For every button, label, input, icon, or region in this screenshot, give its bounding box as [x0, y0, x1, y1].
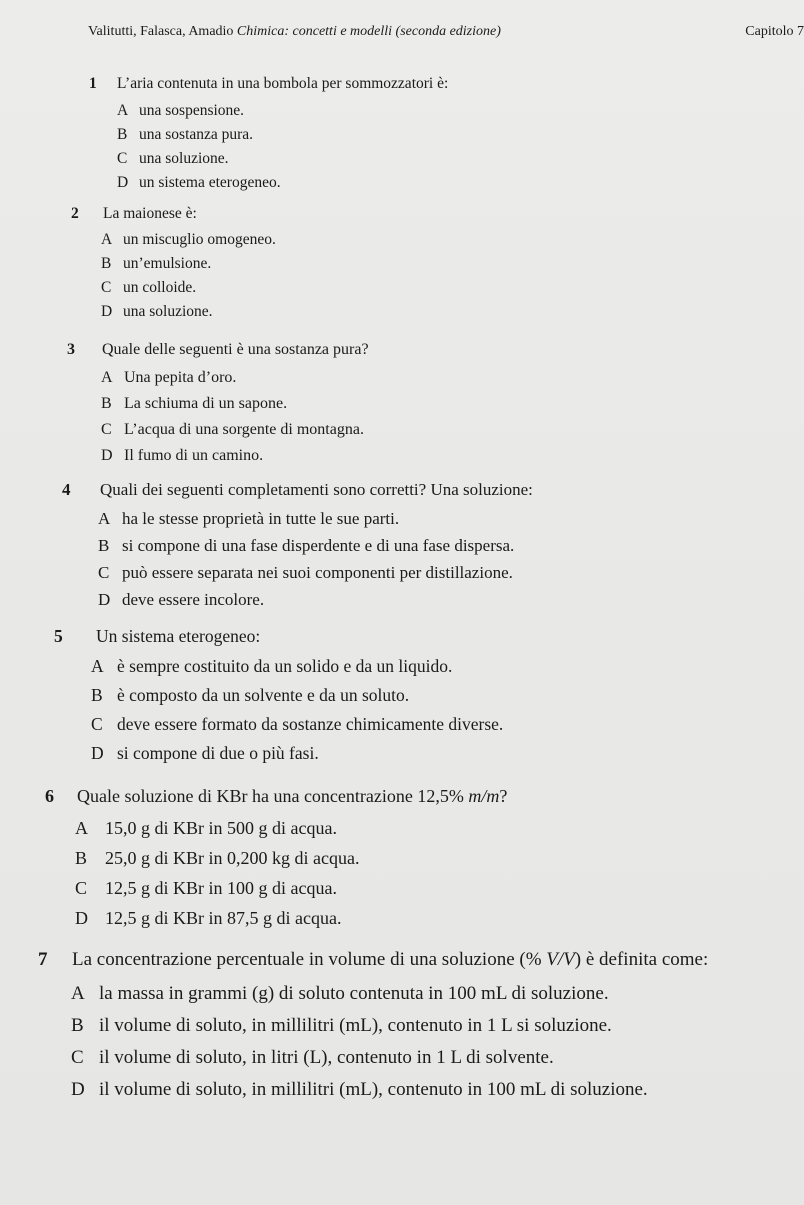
options-list: [101, 365, 369, 469]
question-number: 2: [71, 205, 79, 222]
option-text: un sistema eterogeneo.: [139, 174, 281, 191]
option-c[interactable]: [101, 276, 276, 300]
question-text: Quale delle seguenti è una sostanza pura?: [102, 341, 369, 358]
question-stem: [38, 944, 708, 978]
option-letter: D: [98, 590, 111, 609]
option-d[interactable]: [101, 300, 276, 324]
question-number: 5: [54, 626, 63, 646]
option-letter: A: [101, 369, 113, 386]
question-6: [45, 781, 507, 933]
option-text: il volume di soluto, in litri (L), contenuto in 1 L di solvente.: [99, 1047, 554, 1068]
option-c[interactable]: [91, 710, 503, 739]
question-text-part: ) è definita come:: [574, 949, 709, 970]
header-chapter: Capitolo 7: [745, 24, 804, 39]
question-4: [62, 476, 533, 613]
option-letter: D: [71, 1079, 85, 1100]
option-letter: A: [75, 818, 88, 838]
option-text: 15,0 g di KBr in 500 g di acqua.: [105, 818, 337, 838]
option-b[interactable]: [101, 391, 369, 417]
option-c[interactable]: [117, 147, 448, 171]
question-stem: [71, 202, 276, 228]
question-text-part: Quale soluzione di KBr ha una concentrazione 12,5%: [77, 786, 469, 806]
option-letter: B: [91, 685, 103, 705]
option-letter: C: [75, 878, 88, 898]
option-text: è sempre costituito da un solido e da un liquido.: [117, 656, 453, 676]
option-b[interactable]: [98, 532, 533, 559]
question-text: La maionese è:: [103, 205, 197, 222]
question-text-part: ?: [499, 786, 508, 806]
option-text: il volume di soluto, in millilitri (mL), contenuto in 1 L si soluzione.: [99, 1015, 612, 1036]
option-text: un miscuglio omogeneo.: [123, 231, 276, 248]
option-letter: D: [91, 743, 104, 763]
option-b[interactable]: [71, 1010, 708, 1042]
option-b[interactable]: [117, 123, 448, 147]
question-number: 3: [67, 341, 75, 358]
question-2: [71, 202, 276, 324]
option-text: un colloide.: [123, 279, 197, 296]
option-text: L’acqua di una sorgente di montagna.: [124, 421, 364, 438]
question-stem: [45, 781, 507, 813]
option-d[interactable]: [71, 1074, 708, 1106]
question-1: [89, 72, 448, 195]
option-d[interactable]: [101, 443, 369, 469]
question-stem: [62, 476, 533, 505]
question-5: [54, 622, 503, 768]
option-letter: D: [101, 303, 113, 320]
option-text: può essere separata nei suoi componenti per distillazione.: [122, 563, 513, 582]
option-c[interactable]: [101, 417, 369, 443]
option-text: deve essere incolore.: [122, 590, 265, 609]
option-text: il volume di soluto, in millilitri (mL), contenuto in 100 mL di soluzione.: [99, 1079, 648, 1100]
option-letter: B: [117, 126, 128, 143]
option-text: una soluzione.: [139, 150, 229, 167]
options-list: [101, 228, 276, 324]
options-list: [98, 505, 533, 613]
question-text: [72, 949, 708, 970]
question-7: [38, 944, 708, 1106]
question-number: 4: [62, 480, 71, 499]
header-book-title: Chimica: concetti e modelli (seconda edizione): [236, 24, 501, 39]
question-stem: [54, 622, 503, 652]
option-a[interactable]: [101, 365, 369, 391]
option-a[interactable]: [117, 99, 448, 123]
options-list: [71, 978, 708, 1106]
option-b[interactable]: [75, 843, 507, 873]
question-text: Un sistema eterogeneo:: [96, 626, 261, 646]
option-letter: A: [91, 656, 104, 676]
option-a[interactable]: [91, 652, 503, 681]
option-letter: C: [71, 1047, 84, 1068]
option-d[interactable]: [91, 739, 503, 768]
question-text: [77, 786, 507, 806]
option-letter: D: [101, 447, 113, 464]
option-text: 12,5 g di KBr in 100 g di acqua.: [105, 878, 337, 898]
question-number: 6: [45, 786, 54, 806]
question-number: 1: [89, 75, 97, 92]
question-text-italic: m/m: [468, 786, 500, 806]
option-letter: C: [91, 714, 103, 734]
option-text: si compone di una fase disperdente e di una fase dispersa.: [122, 536, 515, 555]
option-letter: D: [117, 174, 129, 191]
option-letter: A: [117, 102, 129, 119]
option-a[interactable]: [101, 228, 276, 252]
option-text: un’emulsione.: [123, 255, 212, 272]
header-authors: Valitutti, Falasca, Amadio: [88, 24, 234, 39]
option-c[interactable]: [75, 873, 507, 903]
option-letter: A: [71, 983, 85, 1004]
option-text: una sostanza pura.: [139, 126, 254, 143]
page-header: [88, 24, 804, 44]
option-text: una soluzione.: [123, 303, 213, 320]
option-text: la massa in grammi (g) di soluto contenuta in 100 mL di soluzione.: [99, 983, 609, 1004]
option-b[interactable]: [101, 252, 276, 276]
options-list: [117, 99, 448, 195]
question-number: 7: [38, 949, 48, 970]
option-text: è composto da un solvente e da un soluto.: [117, 685, 410, 705]
option-letter: D: [75, 908, 88, 928]
option-d[interactable]: [98, 586, 533, 613]
option-text: si compone di due o più fasi.: [117, 743, 319, 763]
options-list: [75, 813, 507, 933]
option-text: deve essere formato da sostanze chimicamente diverse.: [117, 714, 504, 734]
option-letter: B: [101, 255, 112, 272]
option-a[interactable]: [75, 813, 507, 843]
option-letter: C: [117, 150, 128, 167]
question-stem: [89, 72, 448, 99]
option-letter: C: [98, 563, 110, 582]
option-letter: A: [101, 231, 113, 248]
option-letter: B: [75, 848, 88, 868]
option-letter: C: [101, 421, 112, 438]
option-text: 25,0 g di KBr in 0,200 kg di acqua.: [105, 848, 360, 868]
question-text-italic: V/V: [546, 949, 575, 970]
question-3: [67, 337, 369, 469]
option-letter: B: [101, 395, 112, 412]
option-text: Il fumo di un camino.: [124, 447, 264, 464]
options-list: [91, 652, 503, 768]
option-text: ha le stesse proprietà in tutte le sue parti.: [122, 509, 400, 528]
question-text-part: La concentrazione percentuale in volume di una soluzione (%: [72, 949, 547, 970]
question-text: L’aria contenuta in una bombola per sommozzatori è:: [117, 75, 449, 92]
option-letter: A: [98, 509, 111, 528]
option-b[interactable]: [91, 681, 503, 710]
option-text: La schiuma di un sapone.: [124, 395, 288, 412]
option-a[interactable]: [98, 505, 533, 532]
option-text: 12,5 g di KBr in 87,5 g di acqua.: [105, 908, 342, 928]
option-text: una sospensione.: [139, 102, 245, 119]
option-letter: B: [71, 1015, 84, 1036]
option-c[interactable]: [98, 559, 533, 586]
option-d[interactable]: [75, 903, 507, 933]
option-a[interactable]: [71, 978, 708, 1010]
option-letter: B: [98, 536, 110, 555]
question-text: Quali dei seguenti completamenti sono corretti? Una soluzione:: [100, 480, 533, 499]
option-c[interactable]: [71, 1042, 708, 1074]
option-letter: C: [101, 279, 112, 296]
option-text: Una pepita d’oro.: [124, 369, 237, 386]
option-d[interactable]: [117, 171, 448, 195]
question-stem: [67, 337, 369, 365]
